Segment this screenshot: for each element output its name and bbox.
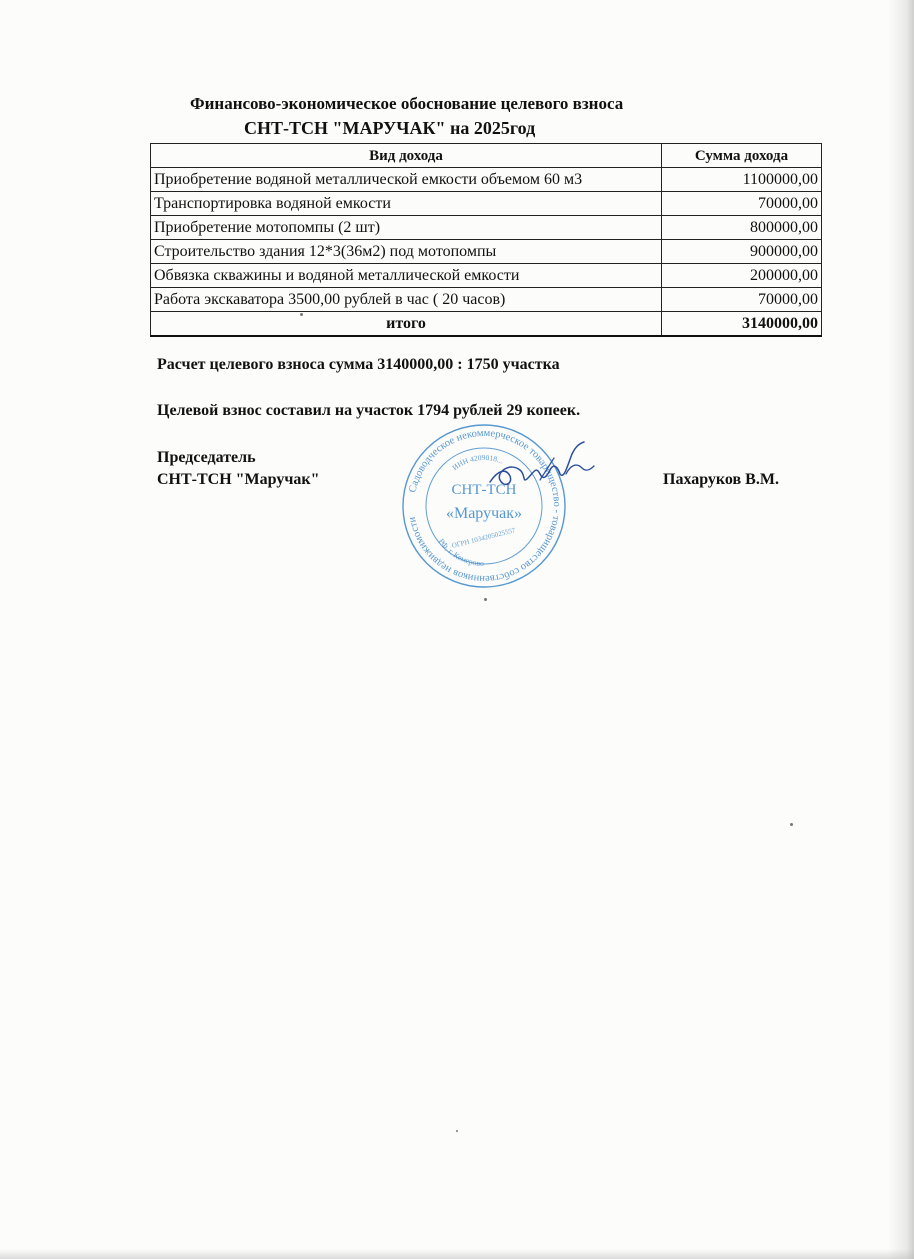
income-name-cell: Приобретение водяной металлической емкости объемом 60 м3 bbox=[151, 168, 662, 192]
income-amount-cell: 200000,00 bbox=[662, 264, 822, 288]
table-row bbox=[151, 168, 822, 192]
column-header-income-amount: Сумма дохода bbox=[662, 144, 822, 168]
stamp-center-line2: «Маручак» bbox=[445, 505, 523, 522]
column-header-income-type: Вид дохода bbox=[151, 144, 662, 168]
table-row bbox=[151, 216, 822, 240]
page-edge-shadow bbox=[888, 0, 914, 1259]
stamp-ogrn: ОГРН 1034205025557 bbox=[450, 526, 517, 550]
table-total-row bbox=[151, 312, 822, 337]
total-amount-cell: 3140000,00 bbox=[662, 312, 822, 337]
signer-name: Пахаруков В.М. bbox=[663, 471, 779, 488]
table-row bbox=[151, 288, 822, 312]
paper-speck bbox=[790, 823, 793, 826]
calculation-text: Расчет целевого взноса сумма 3140000,00 : 1750 участка bbox=[157, 356, 560, 373]
page-bottom-shadow bbox=[0, 1249, 914, 1259]
income-name-cell: Обвязка скважины и водяной металлической емкости bbox=[151, 264, 662, 288]
stamp-location: РФ, г. Кемерово bbox=[436, 536, 485, 569]
income-name-cell: Транспортировка водяной емкости bbox=[151, 192, 662, 216]
total-label-cell: итого bbox=[151, 312, 662, 337]
handwritten-signature bbox=[480, 440, 600, 500]
table-row bbox=[151, 240, 822, 264]
signer-organization: СНТ-ТСН "Маручак" bbox=[157, 471, 320, 488]
stamp-outer-text: Садоводческое некоммерческое товарищество - товарищество собственников недвижимости bbox=[406, 427, 563, 585]
stamp-inn: ИНН 4209018... bbox=[450, 452, 505, 473]
table-row bbox=[151, 192, 822, 216]
paper-speck bbox=[456, 1130, 458, 1132]
income-name-cell: Приобретение мотопомпы (2 шт) bbox=[151, 216, 662, 240]
stamp-center-line1: СНТ-ТСН bbox=[451, 482, 517, 498]
income-amount-cell: 70000,00 bbox=[662, 192, 822, 216]
document-subtitle: СНТ-ТСН "МАРУЧАК" на 2025год bbox=[244, 118, 536, 138]
income-table bbox=[150, 143, 822, 337]
income-amount-cell: 1100000,00 bbox=[662, 168, 822, 192]
signer-position: Председатель bbox=[157, 449, 256, 466]
income-amount-cell: 900000,00 bbox=[662, 240, 822, 264]
income-amount-cell: 800000,00 bbox=[662, 216, 822, 240]
document-title: Финансово-экономическое обоснование целевого взноса bbox=[190, 94, 624, 113]
result-text: Целевой взнос составил на участок 1794 рублей 29 копеек. bbox=[157, 402, 581, 419]
income-name-cell: Работа экскаватора 3500,00 рублей в час ( 20 часов) bbox=[151, 288, 662, 312]
table-row bbox=[151, 264, 822, 288]
paper-speck bbox=[484, 598, 487, 601]
paper-speck bbox=[300, 313, 303, 316]
income-amount-cell: 70000,00 bbox=[662, 288, 822, 312]
income-name-cell: Строительство здания 12*3(36м2) под мотопомпы bbox=[151, 240, 662, 264]
table-header-row bbox=[151, 144, 822, 168]
